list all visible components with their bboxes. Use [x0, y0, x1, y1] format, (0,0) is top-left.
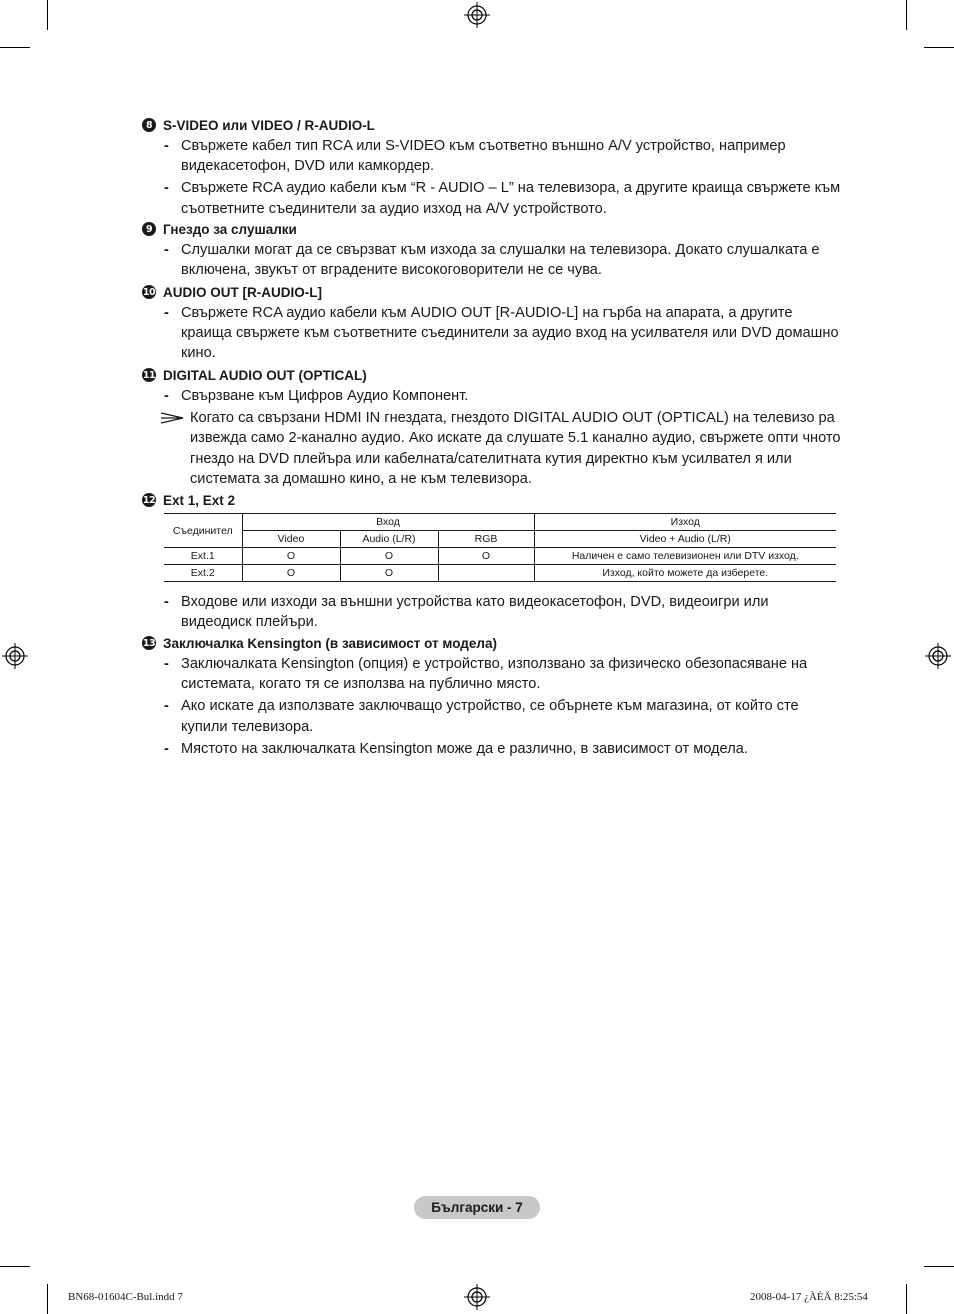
column-header: Video	[242, 531, 340, 548]
bullet-text: Свържете RCA аудио кабели към “R - AUDIO – L” на телевизора, а другите краища свържете към съответните съединители за аудио изход на A/V устройството.	[181, 180, 841, 217]
bullet-text: Свържете кабел тип RCA или S-VIDEO към съответно външно A/V устройство, например видекасетофон, DVD или камкордер.	[181, 138, 786, 175]
registration-mark-icon	[2, 643, 28, 669]
dash-marker: -	[164, 594, 169, 610]
bullet-text: Ако искате да използвате заключващо устройство, се обърнете към магазина, от който сте купили телевизора.	[181, 698, 799, 735]
output-header: Изход	[534, 514, 836, 531]
section-heading	[142, 634, 842, 652]
dash-marker: -	[164, 698, 169, 715]
dash-marker: -	[164, 740, 169, 757]
dash-marker: -	[164, 388, 169, 404]
section-title: AUDIO OUT [R-AUDIO-L]	[163, 284, 322, 300]
input-header: Вход	[242, 514, 534, 531]
column-header: RGB	[438, 531, 534, 548]
section-headphones	[142, 220, 842, 280]
section-ext	[142, 491, 842, 509]
note-arrow-icon	[160, 409, 184, 429]
note-item	[142, 408, 842, 489]
number-badge: 12	[142, 494, 156, 506]
bullet-item	[142, 178, 842, 218]
bullet-item	[142, 136, 842, 176]
crop-mark	[47, 1284, 48, 1314]
bullet-item	[142, 696, 842, 736]
section-s-video	[142, 116, 842, 219]
section-audio-out	[142, 283, 842, 364]
table-cell: O	[438, 548, 534, 565]
dash-marker: -	[164, 656, 169, 672]
section-heading	[142, 116, 842, 134]
table-row	[164, 565, 836, 582]
section-ext-bullets	[142, 590, 842, 632]
number-badge: 11	[142, 369, 156, 381]
section-title: Ext 1, Ext 2	[163, 492, 236, 508]
bullet-item	[142, 739, 842, 759]
column-header: Audio (L/R)	[340, 531, 438, 548]
section-heading	[142, 491, 842, 509]
table-header-row	[164, 514, 836, 531]
bullet-item	[142, 654, 842, 694]
bullet-item	[142, 386, 842, 406]
section-title: Заключалка Kensington (в зависимост от модела)	[163, 635, 497, 651]
crop-mark	[924, 47, 954, 48]
bullet-item	[142, 240, 842, 280]
crop-mark	[0, 47, 30, 48]
registration-mark-icon	[464, 1284, 490, 1310]
table-cell: Наличен е само телевизионен или DTV изход.	[534, 548, 836, 565]
number-badge: 9	[142, 222, 156, 236]
bullet-item	[142, 303, 842, 364]
connector-table	[164, 513, 836, 582]
section-title: S-VIDEO или VIDEO / R-AUDIO-L	[163, 117, 375, 133]
note-text: Когато са свързани HDMI IN гнездата, гнездото DIGITAL AUDIO OUT (OPTICAL) на телевизо ра извежда само 2-канално аудио. Ако искате да слушате 5.1 канално аудио, свържете опти чното гнездо на DVD плейъра или кабелната/сателитната кутия директно към усилвател я или системата за домашно кино, а не към телевизора.	[190, 410, 841, 487]
dash-marker: -	[164, 180, 169, 197]
table-cell: Изход, който можете да изберете.	[534, 565, 836, 582]
crop-mark	[906, 1284, 907, 1314]
section-heading	[142, 220, 842, 238]
table-cell: O	[242, 548, 340, 565]
dash-marker: -	[164, 242, 169, 258]
table-cell: O	[340, 565, 438, 582]
number-badge: 10	[142, 286, 156, 298]
table-row	[164, 548, 836, 565]
crop-mark	[924, 1266, 954, 1267]
page-number-label: Български - 7	[414, 1196, 540, 1219]
bullet-text: Свързване към Цифров Аудио Компонент.	[181, 388, 469, 404]
connector-header: Съединител	[164, 514, 242, 548]
section-kensington	[142, 634, 842, 759]
file-info: BN68-01604C-Bul.indd 7	[68, 1291, 183, 1303]
bullet-text: Свържете RCA аудио кабели към AUDIO OUT [R-AUDIO-L] на гърба на апарата, а другите краища свържете към съответните съединители за аудио вход на усилвателя или DVD домашно кино.	[181, 305, 839, 362]
print-timestamp: 2008-04-17 ¿ÀÈÄ 8:25:54	[750, 1291, 868, 1303]
section-heading	[142, 283, 842, 301]
column-header: Video + Audio (L/R)	[534, 531, 836, 548]
table-cell: O	[340, 548, 438, 565]
registration-mark-icon	[464, 2, 490, 28]
table-cell: O	[242, 565, 340, 582]
table-cell: Ext.2	[164, 565, 242, 582]
table-cell: Ext.1	[164, 548, 242, 565]
table-subheader-row	[164, 531, 836, 548]
section-title: DIGITAL AUDIO OUT (OPTICAL)	[163, 367, 367, 383]
crop-mark	[47, 0, 48, 30]
bullet-text: Мястото на заключалката Kensington може да е различно, в зависимост от модела.	[181, 740, 748, 757]
section-heading	[142, 366, 842, 384]
bullet-text: Заключалката Kensington (опция) е устройство, използвано за физическо обезопасяване на системата, когато тя се използва на публично място.	[181, 656, 808, 693]
bullet-text: Входове или изходи за външни устройства като видеокасетофон, DVD, видеоигри или видеодиск плейъри.	[181, 594, 769, 631]
dash-marker: -	[164, 305, 169, 321]
bullet-text: Слушалки могат да се свързват към изхода за слушалки на телевизора. Докато слушалката е включена, звукът от вградените високоговорители не се чува.	[181, 242, 820, 279]
section-title: Гнездо за слушалки	[163, 221, 297, 237]
section-digital-audio-out	[142, 366, 842, 489]
crop-mark	[906, 0, 907, 30]
registration-mark-icon	[925, 643, 951, 669]
number-badge: 8	[142, 118, 156, 132]
dash-marker: -	[164, 138, 169, 154]
table-cell	[438, 565, 534, 582]
number-badge: 13	[142, 637, 156, 649]
bullet-item	[142, 592, 842, 632]
crop-mark	[0, 1266, 30, 1267]
